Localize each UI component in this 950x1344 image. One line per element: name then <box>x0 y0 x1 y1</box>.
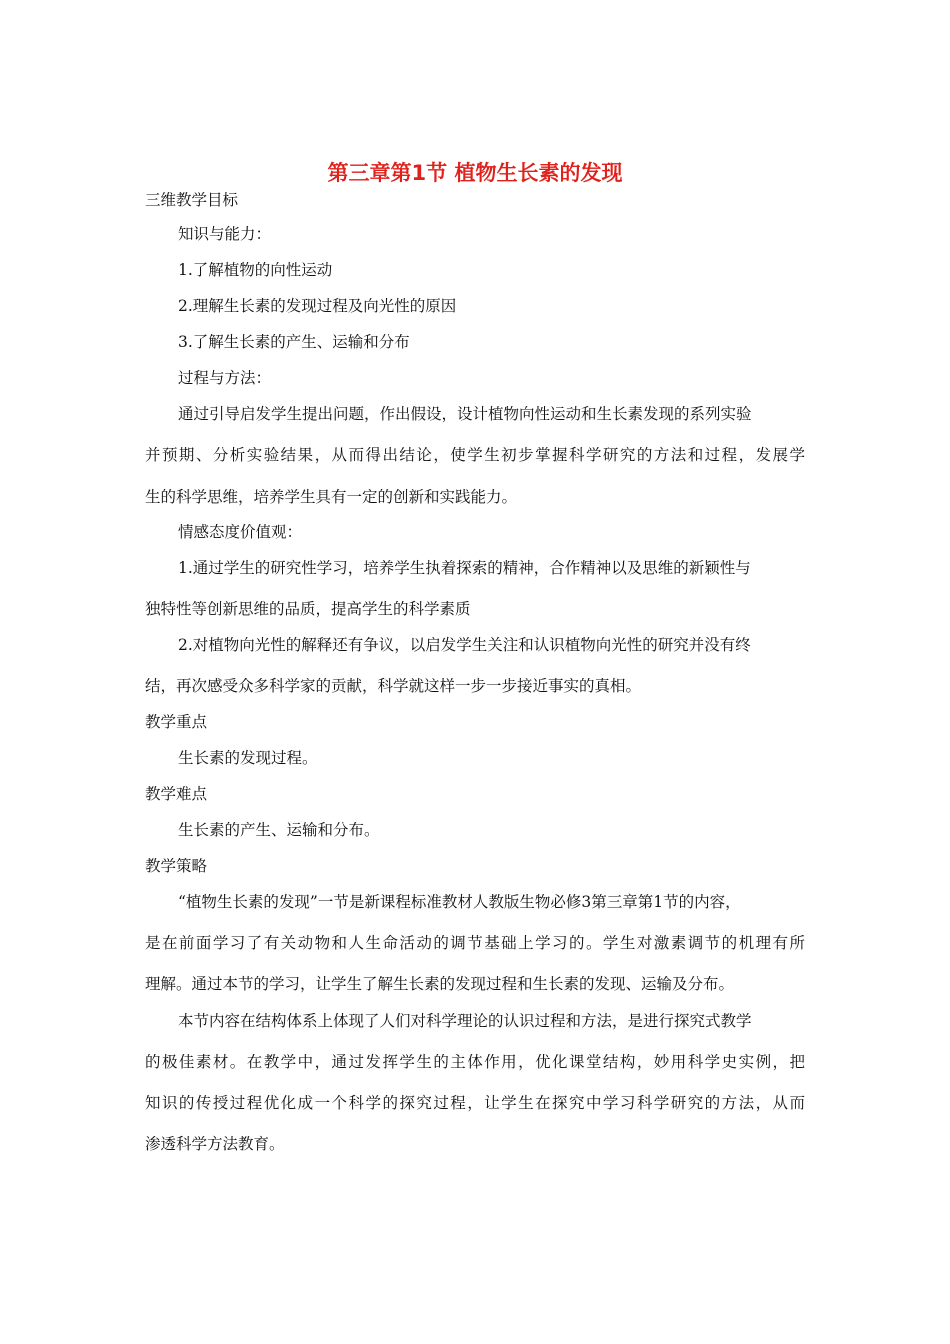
paragraph-line: 通过引导启发学生提出问题，作出假设，设计植物向性运动和生长素发现的系列实验 <box>178 405 752 423</box>
paragraph-line: 2.对植物向光性的解释还有争议，以启发学生关注和认识植物向光性的研究并没有终 <box>178 636 751 654</box>
paragraph-line: 的极佳素材。在教学中，通过发挥学生的主体作用，优化课堂结构，妙用科学史实例，把 <box>145 1053 805 1071</box>
paragraph-line: “植物生长素的发现”一节是新课程标准教材人教版生物必修3第三章第1节的内容， <box>178 893 741 911</box>
list-item: 2.理解生长素的发现过程及向光性的原因 <box>178 297 457 315</box>
list-item: 1.了解植物的向性运动 <box>178 261 333 279</box>
paragraph-line: 独特性等创新思维的品质，提高学生的科学素质 <box>145 600 471 618</box>
list-item: 3.了解生长素的产生、运输和分布 <box>178 333 410 351</box>
paragraph-line: 理解。通过本节的学习，让学生了解生长素的发现过程和生长素的发现、运输及分布。 <box>145 975 735 993</box>
paragraph-line: 本节内容在结构体系上体现了人们对科学理论的认识过程和方法，是进行探究式教学 <box>178 1012 752 1030</box>
page-title: 第三章第1节 植物生长素的发现 <box>327 161 623 185</box>
paragraph-line: 生长素的发现过程。 <box>178 749 318 767</box>
section-heading: 三维教学目标 <box>145 191 239 209</box>
subsection-heading: 情感态度价值观： <box>178 523 303 541</box>
paragraph-line: 是在前面学习了有关动物和人生命活动的调节基础上学习的。学生对激素调节的机理有所 <box>145 934 805 952</box>
paragraph-line: 生长素的产生、运输和分布。 <box>178 821 380 839</box>
paragraph-line: 生的科学思维，培养学生具有一定的创新和实践能力。 <box>145 488 518 506</box>
paragraph-line: 并预期、分析实验结果，从而得出结论，使学生初步掌握科学研究的方法和过程，发展学 <box>145 446 805 464</box>
section-heading: 教学难点 <box>145 785 208 803</box>
subsection-heading: 过程与方法： <box>178 369 272 387</box>
subsection-heading: 知识与能力： <box>178 225 272 243</box>
paragraph-line: 1.通过学生的研究性学习，培养学生执着探索的精神，合作精神以及思维的新颖性与 <box>178 559 751 577</box>
paragraph-line: 渗透科学方法教育。 <box>145 1135 285 1153</box>
paragraph-line: 结，再次感受众多科学家的贡献，科学就这样一步一步接近事实的真相。 <box>145 677 642 695</box>
paragraph-line: 知识的传授过程优化成一个科学的探究过程，让学生在探究中学习科学研究的方法，从而 <box>145 1094 805 1112</box>
section-heading: 教学重点 <box>145 713 208 731</box>
section-heading: 教学策略 <box>145 857 208 875</box>
